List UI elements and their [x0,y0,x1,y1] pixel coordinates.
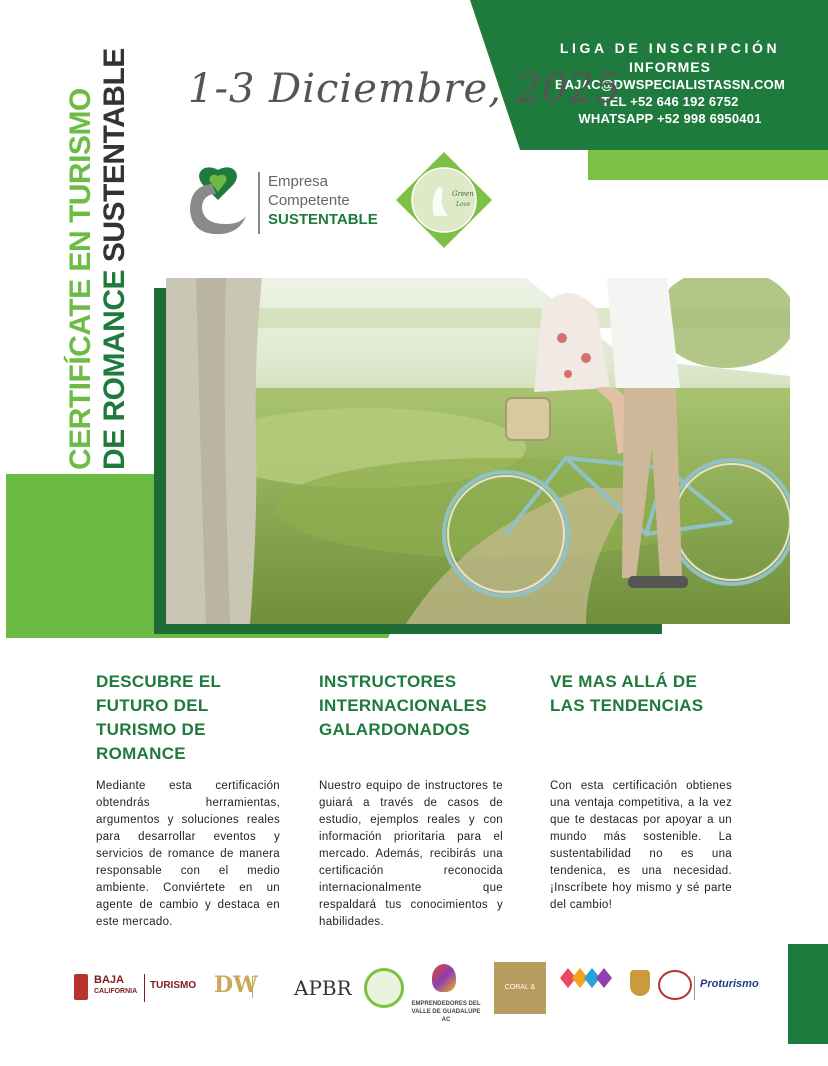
baja-california-logo: BAJA CALIFORNIA [94,974,138,995]
registration-link[interactable]: LIGA DE INSCRIPCIÓN [559,40,781,56]
title-line-2a: DE ROMANCE [98,262,131,470]
empresa-line1: Empresa [268,173,329,190]
logo-divider [258,172,260,234]
hero-photo [166,278,790,624]
column-2-heading: INSTRUCTORES INTERNACIONALES GALARDONADOS [319,672,487,739]
column-1 [96,670,284,928]
vertical-title [64,48,134,470]
title-line-2 [98,48,132,470]
gw-center-text: Green [452,190,474,198]
baja-shield-icon [74,974,88,1000]
column-1-body: Mediante esta certificación obtendrás herramientas, argumentos y soluciones reales para desarrollar eventos y servicios de romance de manera responsable con el medio ambiente. Conviértete en un agente de cambio y destaca en este mercado. [96,780,280,928]
svg-text:Love: Love [456,201,471,208]
title-line-1: CERTIFÍCATE EN TURISMO [64,88,97,470]
emprendedores-heart-icon [432,964,456,992]
column-3-body: Con esta certificación obtienes una ventaja competitiva, a la vez que te destacas por apoyar a un mundo más sostenible. La sustentabilidad no es una tendenica, es una necesidad. ¡Inscríbete hoy mismo y sé parte del cambio! [550,780,732,911]
empresa-line3: SUSTENTABLE [268,211,378,228]
sponsor-logos [74,960,774,1043]
contact-email[interactable]: BAJAC@DWSPECIALISTASSN.COM [555,77,785,92]
empresa-line2: Competente [268,192,350,209]
footer-corner-accent [788,944,828,1044]
event-date: 1-3 Diciembre, 2025 [188,66,622,112]
emprendedores-logo-text: EMPRENDEDORES DEL VALLE DE GUADALUPE AC [411,1001,481,1023]
green-seal-icon [364,968,404,1008]
contact-whatsapp[interactable]: WHATSAPP +52 998 6950401 [578,111,762,126]
baja-divider [144,974,145,1002]
info-heading: INFORMES [629,59,711,75]
contact-accent-strip [588,150,828,180]
dw-logo-text [252,976,287,998]
colorful-diamonds-icon [558,966,614,996]
empresa-sustentable-logo-icon [182,164,254,242]
column-2 [319,670,507,928]
proturismo-divider [694,976,695,1000]
column-2-body: Nuestro equipo de instructores te guiará a través de casos de estudio, ejemplos reales y con información prioritaria para el mercado. Además, recibirás una certificación reconocida internacionalmente que respaldará tus conocimientos y habilidades. [319,780,503,928]
column-1-heading: DESCUBRE EL FUTURO DEL TURISMO DE ROMANCE [96,672,221,763]
crest-icon [630,970,650,996]
dw-logo-icon: DW [214,972,258,998]
coral-marina-logo: CORAL & MARINA [494,962,546,1014]
empresa-logo-text [268,172,378,229]
turismo-logo: TURISMO [150,980,197,991]
contact-phone[interactable]: TEL +52 646 192 6752 [601,94,739,109]
apbr-logo: APBR [294,976,352,1000]
green-wedding-logo-icon [394,150,494,250]
column-3-heading: VE MAS ALLÁ DE LAS TENDENCIAS [550,672,704,715]
title-line-2b: SUSTENTABLE [98,48,131,263]
column-3 [550,670,738,911]
couple-bicycle-photo [166,278,790,624]
seal-icon [658,970,692,1000]
proturismo-logo: Proturismo [700,978,759,990]
